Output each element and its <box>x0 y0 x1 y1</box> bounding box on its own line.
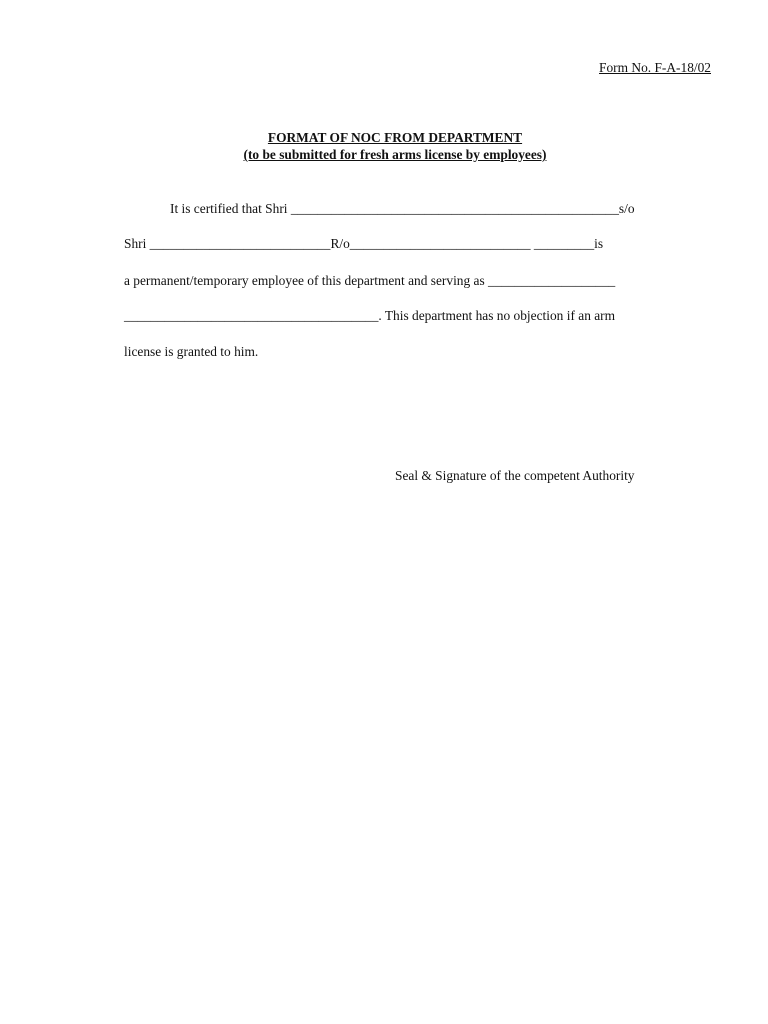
certificate-line-1: It is certified that Shri _________________________________________________s/o <box>170 201 635 216</box>
signature-label: Seal & Signature of the competent Authority <box>395 468 635 483</box>
form-heading <box>0 129 768 163</box>
certificate-line-2: Shri ___________________________R/o___________________________ _________is <box>124 236 604 251</box>
certificate-line-3: a permanent/temporary employee of this department and serving as ___________________ <box>124 273 616 288</box>
form-number: Form No. F-A-18/02 <box>599 60 711 75</box>
certificate-line-4: ______________________________________. This department has no objection if an arm <box>124 308 616 323</box>
certificate-line-5: license is granted to him. <box>124 344 259 359</box>
form-title: FORMAT OF NOC FROM DEPARTMENT <box>267 130 523 145</box>
form-subtitle: (to be submitted for fresh arms license by employees) <box>243 147 547 162</box>
